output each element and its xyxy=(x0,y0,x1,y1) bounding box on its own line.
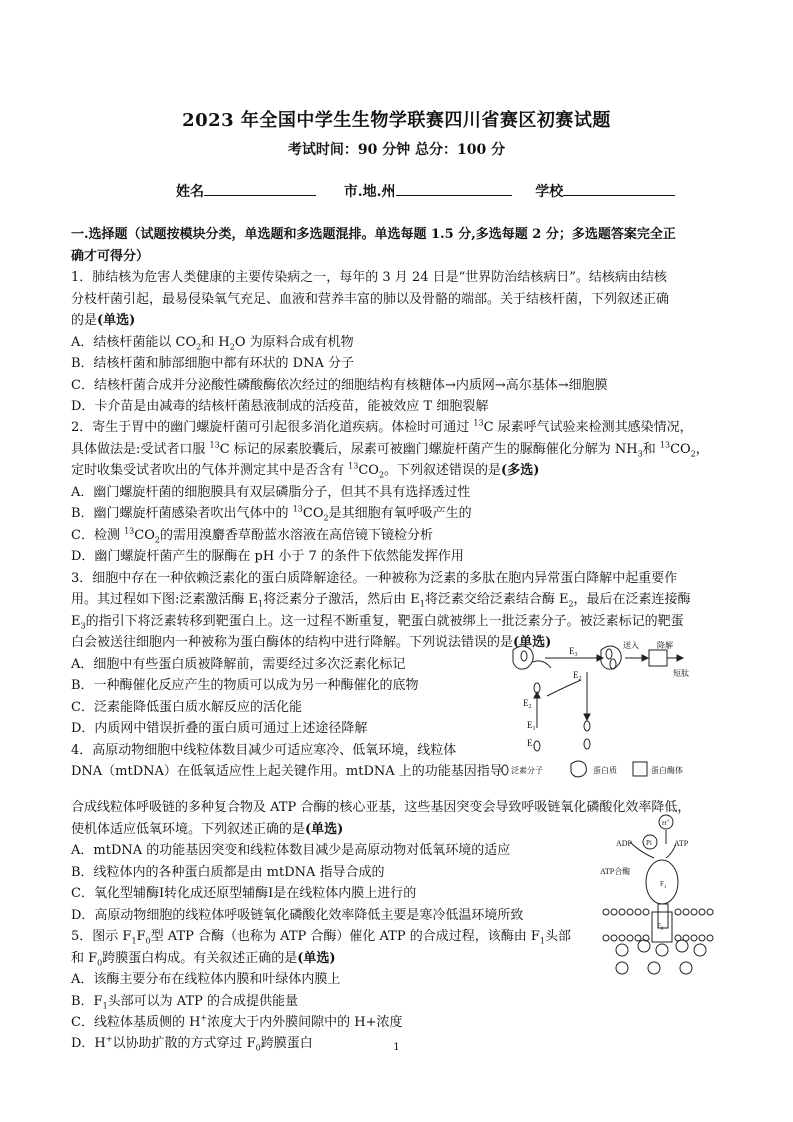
q5-stem-2: 和 $F_0$跨膜蛋白构成。有关叙述正确的是(单选) xyxy=(71,951,336,968)
fig2-pi: Pi xyxy=(646,839,652,847)
q1-stem-3: 的是(单选) xyxy=(71,313,136,328)
label-e2-right: $E_2$ xyxy=(573,670,582,682)
q4-stem-4: 使机体适应低氧环境。下列叙述正确的是(单选) xyxy=(71,822,344,837)
q2-option-d[interactable]: D．幽门螺旋杆菌产生的脲酶在 pH 小于 7 的条件下依然能发挥作用 xyxy=(71,549,464,564)
q4-stem-3: 合成线粒体呼吸链的多种复合物及 ATP 合酶的核心亚基，这些基因突变会导致呼吸链氧化磷酸化效率降低， xyxy=(71,800,691,815)
q1-stem-2: 分枝杆菌引起，最易侵染氧气充足、血液和营养丰富的肺以及骨骼的端部。关于结核杆菌，下列叙述正确 xyxy=(71,292,670,307)
q3-option-a[interactable]: A．细胞中有些蛋白质被降解前，需要经过多次泛素化标记 xyxy=(71,657,406,672)
q4-type-tag: (单选) xyxy=(305,822,344,837)
q4-option-b[interactable]: B．线粒体内的各种蛋白质都是由 mtDNA 指导合成的 xyxy=(71,865,385,880)
fig2-h-top: H+ xyxy=(662,819,670,827)
q2-type-tag: (多选) xyxy=(501,463,540,478)
legend-protein-icon xyxy=(571,761,586,777)
student-info-row xyxy=(176,181,675,201)
city-field[interactable] xyxy=(396,181,512,196)
label-peptide: 短肽 xyxy=(673,669,689,678)
q4-option-a[interactable]: A．mtDNA 的功能基因突变和线粒体数目减少是高原动物对低氧环境的适应 xyxy=(71,843,511,858)
q4-stem-2: DNA（mtDNA）在低氧适应性上起关键作用。mtDNA 上的功能基因指导 xyxy=(71,764,503,779)
label-e1b: $E_1$ xyxy=(527,738,536,750)
q4-option-d[interactable]: D．高原动物细胞的线粒体呼吸链氧化磷酸化效率降低主要是寒冷低温环境所致 xyxy=(71,908,524,923)
q1-option-d[interactable]: D．卡介苗是由减毒的结核杆菌悬液制成的活疫苗，能被效应 T 细胞裂解 xyxy=(71,399,489,414)
fig2-f0: $F_0$ xyxy=(657,922,664,932)
q4-stem-1: 4．高原动物细胞中线粒体数目减少可适应寒冷、低氧环境，线粒体 xyxy=(71,743,457,758)
q5-option-b[interactable]: B．$F_1$头部可以为 ATP 的合成提供能量 xyxy=(71,994,299,1011)
q3-stem-1: 3．细胞中存在一种依赖泛素化的蛋白质降解途径。一种被称为泛素的多肽在胞内异常蛋白降解中起重要作 xyxy=(71,571,678,586)
q2-option-c[interactable]: C．检测 $^{13}CO_2$的需用溴麝香草酚蓝水溶液在高倍镜下镜检分析 xyxy=(71,526,433,545)
q3-option-b[interactable]: B．一种酶催化反应产生的物质可以成为另一种酶催化的底物 xyxy=(71,678,419,693)
fig2-adp: ADP xyxy=(616,839,633,848)
fig2-synthase-label: ATP合酶 xyxy=(600,867,631,876)
q5-option-c[interactable]: C．线粒体基质侧的 H+浓度大于内外膜间隙中的 H+浓度 xyxy=(71,1013,403,1030)
label-send: 送入 xyxy=(623,641,639,650)
label-e3: $E_3$ xyxy=(569,646,578,658)
ubiquitin-chain-1 xyxy=(606,649,612,659)
label-e2-left: $E_2$ xyxy=(523,698,532,710)
q5-option-a[interactable]: A．该酶主要分布在线粒体内膜和叶绿体内膜上 xyxy=(71,972,341,987)
name-label: 姓名 xyxy=(176,184,204,200)
q3-option-d[interactable]: D．内质网中错误折叠的蛋白质可通过上述途径降解 xyxy=(71,721,368,736)
city-label: 市.地.州 xyxy=(343,184,396,200)
school-label: 学校 xyxy=(535,184,564,200)
q2-stem-3: 定时收集受试者吹出的气体并测定其中是否含有 $^{13}CO_2$。下列叙述错误的是(多选) xyxy=(71,461,540,480)
ubiquitin-chain-2 xyxy=(610,659,616,669)
page-title: 2023 年全国中学生生物学联赛四川省赛区初赛试题 xyxy=(182,110,611,131)
ubiquitination-figure xyxy=(497,636,693,784)
q3-stem-4: 白会被送往细胞内一种被称为蛋白酶体的结构中进行降解。下列说法错误的是(单选) xyxy=(71,635,552,650)
school-field[interactable] xyxy=(563,181,675,196)
q5-option-d[interactable]: D．H+以协助扩散的方式穿过 $F_0$跨膜蛋白 xyxy=(71,1034,313,1053)
fig2-atp: ATP xyxy=(674,839,689,848)
page-number: 1 xyxy=(393,1042,400,1053)
q3-stem-2: 用。其过程如下图:泛素激活酶 $E_1$将泛素分子激活，然后由 $E_1$将泛素交给泛素结合酶 $E_2$，最后在泛素连接酶 xyxy=(71,592,691,609)
exam-info: 考试时间：90 分钟 总分：100 分 xyxy=(287,142,506,158)
label-e1: $E_1$ xyxy=(527,720,536,732)
fig2-f1: $F_1$ xyxy=(660,880,667,890)
ubiquitin-shape xyxy=(521,651,527,661)
legend-ubiquitin-label: 泛素分子 xyxy=(511,766,543,775)
q3-type-tag: (单选) xyxy=(513,635,552,650)
q2-option-b[interactable]: B．幽门螺旋杆菌感染者吹出气体中的 $^{13}CO_2$是其细胞有氧呼吸产生的 xyxy=(71,504,472,523)
q2-stem-2: 具体做法是:受试者口服 $^{13}$C 标记的尿素胶囊后，尿素可被幽门螺旋杆菌产生的脲酶催化分解为 $NH_3$和 $^{13}CO_2$， xyxy=(71,440,709,459)
arrow-curve xyxy=(533,661,551,668)
legend-proteasome-icon xyxy=(633,762,647,776)
q5-stem-1: 5．图示 $F_1F_0$型 ATP 合酶（也称为 ATP 合酶）催化 ATP 的合成过程，该酶由 $F_1$头部 xyxy=(71,929,571,946)
q1-stem-1: 1．肺结核为危害人类健康的主要传染病之一，每年的 3 月 24 日是“世界防治结核病日”。结核病由结核 xyxy=(71,270,667,285)
target-protein-shape xyxy=(513,646,533,669)
section-header-cont: 确才可得分） xyxy=(71,249,150,264)
arrowhead-e3 xyxy=(597,655,603,661)
q1-option-c[interactable]: C．结核杆菌合成并分泌酸性磷酸酶依次经过的细胞结构有核糖体→内质网→高尔基体→细胞膜 xyxy=(71,378,608,393)
q2-stem-1: 2．寄生于胃中的幽门螺旋杆菌可引起很多消化道疾病。体检时可通过 $^{13}$C 尿素呼气试验来检测其感染情况， xyxy=(71,418,693,435)
q4-option-c[interactable]: C．氧化型辅酶Ⅰ转化成还原型辅酶Ⅰ是在线粒体内膜上进行的 xyxy=(71,886,417,901)
atp-synthase-figure xyxy=(600,812,718,980)
label-degrade: 降解 xyxy=(657,641,673,650)
q1-type-tag: (单选) xyxy=(97,313,136,328)
q5-type-tag: (单选) xyxy=(297,951,336,966)
q2-option-a[interactable]: A．幽门螺旋杆菌的细胞膜具有双层磷脂分子，但其不具有选择透过性 xyxy=(71,485,471,500)
membrane-lower xyxy=(603,935,713,941)
section-header: 一.选择题（试题按模块分类，单选题和多选题混排。单选每题 1.5 分,多选每题 2 分；多选题答案完全正 xyxy=(71,227,676,242)
legend-proteasome-label: 蛋白酶体 xyxy=(651,766,683,775)
q3-stem-3: $E_3$的指引下将泛素转移到靶蛋白上。这一过程不断重复，靶蛋白就被绑上一批泛素分子。被泛素标记的靶蛋 xyxy=(71,614,684,631)
proteasome-box xyxy=(649,650,667,666)
q1-option-b[interactable]: B．结核杆菌和肺部细胞中都有环状的 DNA 分子 xyxy=(71,356,355,371)
legend-protein-label: 蛋白质 xyxy=(593,766,617,775)
q3-option-c[interactable]: C．泛素能降低蛋白质水解反应的活化能 xyxy=(71,700,302,715)
name-field[interactable] xyxy=(204,181,316,196)
q1-option-a[interactable]: A．结核杆菌能以 $CO_2$和 $H_2O$ 为原料合成有机物 xyxy=(71,335,354,352)
